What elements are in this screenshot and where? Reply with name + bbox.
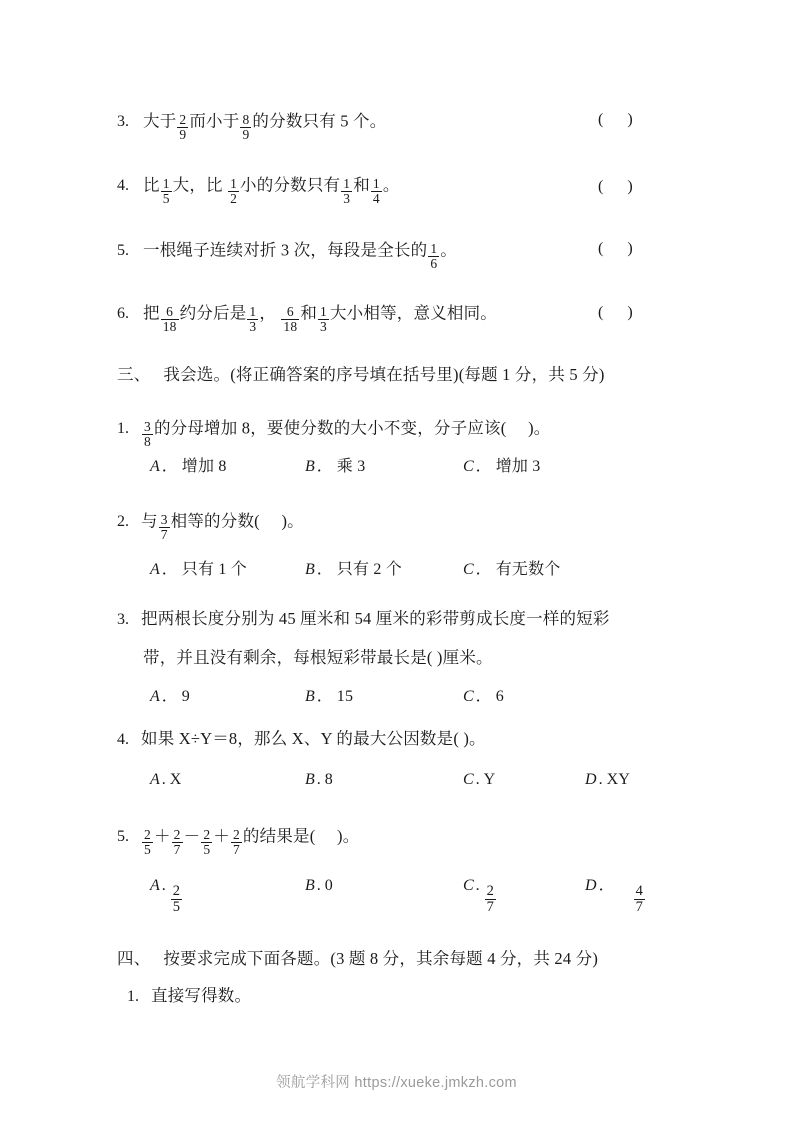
item-text: 直接写得数。 [151,986,252,1005]
options-question-1 [0,459,793,493]
option-text: 有无数个 [495,561,561,578]
option-1-A[interactable] [150,459,227,475]
true-false-item-6 [117,300,497,335]
option-letter: B [305,771,315,788]
fraction-1-4: $\frac{1}{4}$ [372,175,380,207]
option-letter: B [305,561,315,578]
true-false-item-4 [117,172,400,207]
section-four-heading [117,945,598,969]
question-stem-text: 的结果是( [242,826,316,846]
option-dot: . [475,877,480,894]
section-three-instruction: (将正确答案的序号填在括号里) [230,365,459,384]
fraction-2-5: $\frac{2}{5}$ [144,826,151,858]
option-letter: C [463,458,474,475]
item-number: 6. [117,305,129,323]
operator-minus: － [183,826,201,846]
section-four-number: 四、 [117,949,151,968]
choice-question-3-line2 [143,650,493,667]
option-letter: C [463,688,474,705]
option-5-B[interactable] [305,878,333,894]
fraction-3-8: $\frac{3}{8}$ [144,418,151,450]
option-1-C[interactable] [463,459,541,475]
option-4-D[interactable] [585,772,630,788]
option-dot: ． [161,688,178,705]
item-number: 3. [117,113,129,131]
option-letter: C [463,771,474,788]
question-stem-line1: 把两根长度分别为 45 厘米和 54 厘米的彩带剪成长度一样的短彩 [141,609,610,628]
option-text: X [169,771,182,788]
option-letter: A [150,688,160,705]
fraction-2-7: $\frac{2}{7}$ [173,826,181,858]
question-number: 3. [117,611,129,628]
option-text: 6 [495,688,504,705]
option-dot: ． [475,561,492,578]
option-dot: ． [161,458,178,475]
question-stem-head: 与 [141,511,158,531]
option-text: 增加 3 [495,458,541,475]
choice-question-3 [117,611,610,628]
option-dot: ． [475,688,492,705]
answer-bracket-6[interactable]: ( ) [598,304,633,321]
option-letter: A [150,877,160,894]
option-3-C[interactable] [463,689,504,705]
option-letter: D [585,771,597,788]
fraction-1-6: $\frac{1}{6}$ [430,240,438,272]
option-2-B[interactable] [305,562,402,578]
option-dot: . [316,877,321,894]
question-number: 5. [117,828,129,846]
option-5-D[interactable] [585,877,646,915]
item-text: 一根绳子连续对折 3 次，每段是全长的 $\frac{1}{6}$ 。 [143,240,457,272]
option-dot: ． [475,458,492,475]
section-three-heading [117,361,605,385]
section-three-number: 三、 [117,365,151,384]
answer-bracket-5[interactable]: ( ) [598,240,633,257]
operator-plus-2: ＋ [213,826,230,846]
choice-question-5 [117,823,360,858]
choice-question-2 [117,508,304,543]
fraction-6-18-second: $\frac{6}{18}$ [283,303,298,335]
question-number: 1. [117,420,129,438]
question-stem-tail: )。 [528,418,551,438]
option-fraction-4-7: $\frac{4}{7}$ [635,882,643,915]
option-dot: . [316,771,321,788]
option-fraction-2-7: $\frac{2}{7}$ [486,882,494,915]
question-stem-text: 相等的分数( [170,511,260,531]
question-number: 4. [117,731,129,748]
fraction-3-7: $\frac{3}{7}$ [160,511,168,543]
option-text: 只有 1 个 [181,561,247,578]
option-letter: C [463,561,474,578]
true-false-item-5 [117,237,457,272]
option-letter: A [150,771,160,788]
option-letter: A [150,458,160,475]
item-text: 比 $\frac{1}{5}$ 大，比 $\frac{1}{2}$ 小的分数只有 $\frac{1}{3}$ 和 $\frac{1}{4}$ 。 [143,175,400,207]
option-5-C[interactable] [463,877,497,915]
option-4-B[interactable] [305,772,333,788]
option-dot: . [598,771,603,788]
option-text: 0 [324,877,333,894]
answer-blank[interactable] [260,511,282,530]
options-question-5 [0,877,793,915]
option-dot: ． [316,688,333,705]
option-text: 乘 3 [336,458,366,475]
question-stem: 如果 X÷Y＝8，那么 X、Y 的最大公因数是( )。 [141,729,486,748]
option-text: 增加 8 [181,458,227,475]
item-tail: 的分数只有 5 个。 [252,111,387,131]
option-4-A[interactable] [150,772,182,788]
fraction-1-2: $\frac{1}{2}$ [230,175,238,207]
footer-watermark: 领航学科网 https://xueke.jmkzh.com [276,1075,517,1091]
question-stem [141,823,360,858]
fraction-2-5-second: $\frac{2}{5}$ [203,826,211,858]
fraction-1-3: $\frac{1}{3}$ [249,303,257,335]
options-question-2 [0,562,793,596]
option-text: 9 [181,688,190,705]
options-question-4 [0,772,793,806]
choice-question-1 [117,415,551,450]
option-letter: C [463,877,474,894]
section-four-item-1 [127,988,251,1005]
option-letter: B [305,877,315,894]
option-letter: B [305,688,315,705]
answer-blank[interactable] [506,418,528,437]
option-3-B[interactable] [305,689,353,705]
option-letter: A [150,561,160,578]
section-three-score: (每题 1 分，共 5 分) [458,365,605,384]
option-3-A[interactable] [150,689,190,705]
option-dot: ． [161,561,178,578]
option-text: 只有 2 个 [336,561,402,578]
fraction-1-3-second: $\frac{1}{3}$ [320,303,327,335]
item-text: 把 $\frac{6}{18}$ 约分后是 $\frac{1}{3}$ ， $\frac{6}{18}$ 和 $\frac{1}{3}$ 大小相等，意义相同。 [143,303,497,335]
question-stem-line2: 带，并且没有剩余，每根短彩带最长是( )厘米。 [143,648,493,667]
item-number: 4. [117,177,129,195]
option-dot: ． [316,458,333,475]
section-four-title: 按要求完成下面各题。 [163,949,331,968]
fraction-2-7-second: $\frac{2}{7}$ [232,826,240,858]
option-fraction-2-5: $\frac{2}{5}$ [172,882,181,915]
option-2-A[interactable] [150,562,247,578]
fraction-1-5: $\frac{1}{5}$ [162,175,170,207]
option-5-A[interactable] [150,877,183,915]
option-1-B[interactable] [305,459,365,475]
section-four-score: (3 题 8 分，其余每题 4 分，共 24 分) [330,949,599,968]
item-head: 一根绳子连续对折 3 次，每段是全长的 [143,240,428,260]
options-question-3 [0,689,793,723]
option-dot: . [475,771,480,788]
option-4-C[interactable] [463,772,495,788]
choice-question-4 [117,731,486,748]
option-dot: . [161,771,166,788]
item-tail: 大小相等，意义相同。 [329,303,497,323]
question-number: 2. [117,513,129,531]
operator-plus-1: ＋ [153,826,171,846]
answer-blank[interactable] [315,826,337,845]
question-stem-tail: )。 [337,826,360,846]
option-letter: B [305,458,315,475]
answer-bracket-4[interactable]: ( ) [598,178,633,195]
question-stem-tail: )。 [281,511,304,531]
question-stem [141,508,304,543]
fraction-8-9: $\frac{8}{9}$ [242,111,250,143]
option-dot: ． [598,877,615,894]
question-stem [141,415,551,450]
option-2-C[interactable] [463,562,561,578]
item-number: 1. [127,988,139,1005]
option-letter: D [585,877,597,894]
fraction-2-9: $\frac{2}{9}$ [179,111,187,143]
answer-bracket-3[interactable]: ( ) [598,111,633,128]
option-dot: ． [316,561,333,578]
true-false-item-3 [117,108,387,143]
item-number: 5. [117,242,129,260]
fraction-6-18: $\frac{6}{18}$ [162,303,177,335]
option-text: XY [606,771,631,788]
option-text: Y [483,771,496,788]
option-text: 15 [336,688,354,705]
option-dot: . [161,877,166,894]
option-text: 8 [324,771,333,788]
item-text: 大于 $\frac{2}{9}$ 而小于 $\frac{8}{9}$ 的分数只有 5 个。 [143,111,387,143]
fraction-1-3: $\frac{1}{3}$ [343,175,351,207]
question-stem-text: 的分母增加 8，要使分数的大小不变，分子应该( [153,418,507,438]
section-three-title: 我会选。 [163,365,231,384]
